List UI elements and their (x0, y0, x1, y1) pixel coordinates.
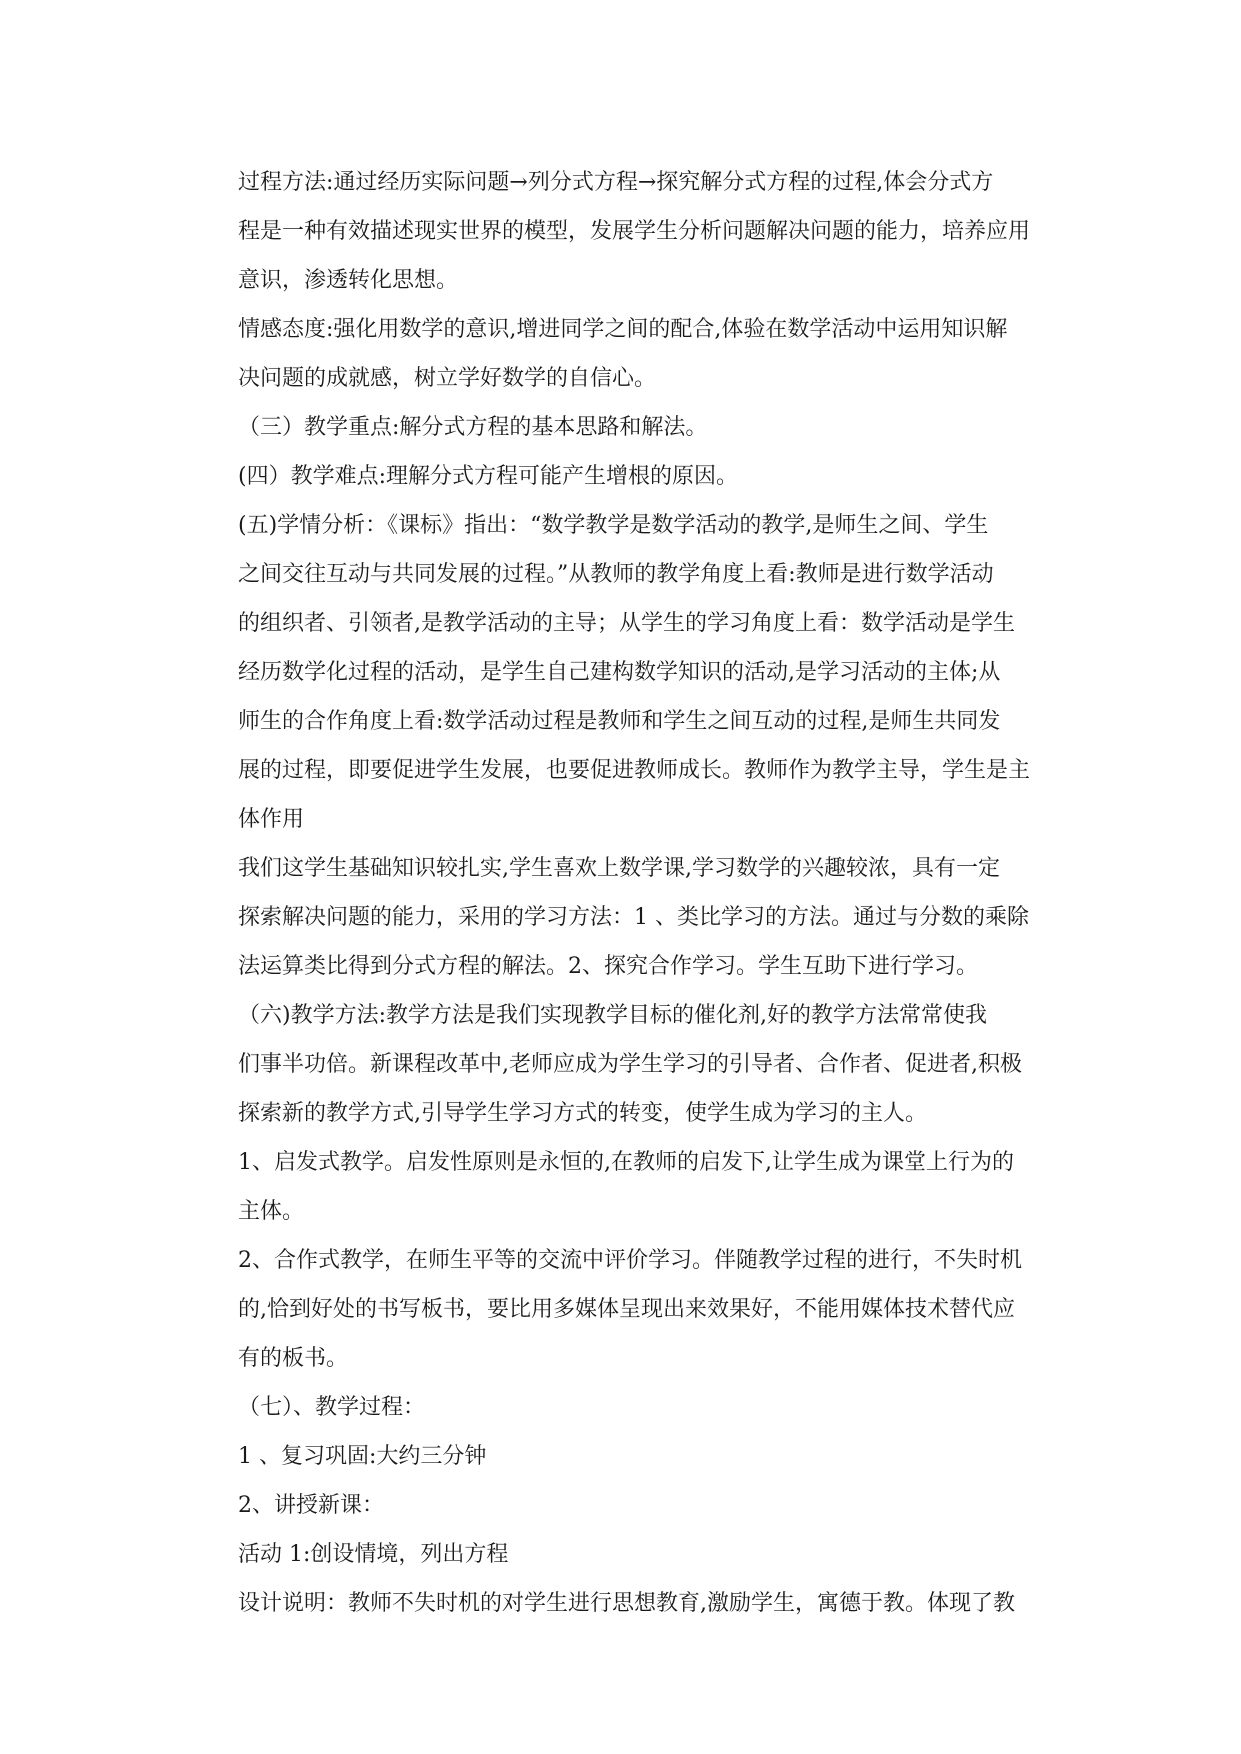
section-heading-line: （七）、教学过程： (238, 1395, 426, 1420)
paragraph-line: 情感态度:强化用数学的意识,增进同学之间的配合,体验在数学活动中运用知识解 (238, 317, 1008, 342)
paragraph-line: 师生的合作角度上看:数学活动过程是教师和学生之间互动的过程,是师生共同发 (238, 709, 1001, 734)
paragraph-line: 有的板书。 (238, 1346, 349, 1371)
paragraph-line: 法运算类比得到分式方程的解法。2、探究合作学习。学生互助下进行学习。 (238, 954, 978, 979)
paragraph-line: 的,恰到好处的书写板书，要比用多媒体呈现出来效果好，不能用媒体技术替代应 (238, 1297, 1015, 1322)
paragraph-line: 体作用 (238, 807, 305, 832)
paragraph-line: 过程方法:通过经历实际问题→列分式方程→探究解分式方程的过程,体会分式方 (238, 170, 994, 195)
list-item-line: 1、启发式教学。启发性原则是永恒的,在教师的启发下,让学生成为课堂上行为的 (238, 1150, 1014, 1175)
paragraph-line: 主体。 (238, 1199, 305, 1224)
paragraph-line: 们事半功倍。新课程改革中,老师应成为学生学习的引导者、合作者、促进者,积极 (238, 1052, 1022, 1077)
paragraph-line: 决问题的成就感，树立学好数学的自信心。 (238, 366, 657, 391)
paragraph-line: 活动 1:创设情境，列出方程 (238, 1542, 509, 1567)
section-heading-line: (四）教学难点:理解分式方程可能产生增根的原因。 (238, 464, 738, 489)
list-item-line: 2、讲授新课： (238, 1493, 384, 1518)
paragraph-line: 我们这学生基础知识较扎实,学生喜欢上数学课,学习数学的兴趣较浓，具有一定 (238, 856, 1000, 881)
paragraph-line: 意识，渗透转化思想。 (238, 268, 459, 293)
section-heading-line: (五)学情分析：《课标》指出：“数学教学是数学活动的教学,是师生之间、学生 (238, 513, 989, 538)
section-heading-line: （三）教学重点:解分式方程的基本思路和解法。 (238, 415, 708, 440)
paragraph-line: 展的过程，即要促进学生发展，也要促进教师成长。教师作为教学主导，学生是主 (238, 758, 1031, 783)
list-item-line: 2、合作式教学，在师生平等的交流中评价学习。伴随教学过程的进行，不失时机 (238, 1248, 1022, 1273)
paragraph-line: 探索新的教学方式,引导学生学习方式的转变，使学生成为学习的主人。 (238, 1101, 927, 1126)
paragraph-line: 探索解决问题的能力，采用的学习方法：1 、类比学习的方法。通过与分数的乘除 (238, 905, 1029, 930)
paragraph-line: 设计说明：教师不失时机的对学生进行思想教育,激励学生，寓德于教。体现了教 (238, 1591, 1015, 1616)
section-heading-line: （六)教学方法:教学方法是我们实现教学目标的催化剂,好的教学方法常常使我 (238, 1003, 987, 1028)
paragraph-line: 的组织者、引领者,是教学活动的主导；从学生的学习角度上看：数学活动是学生 (238, 611, 1015, 636)
document-body (238, 158, 1050, 1628)
list-item-line: 1 、复习巩固:大约三分钟 (238, 1444, 487, 1469)
paragraph-line: 程是一种有效描述现实世界的模型，发展学生分析问题解决问题的能力，培养应用 (238, 219, 1031, 244)
paragraph-line: 之间交往互动与共同发展的过程。”从教师的教学角度上看:教师是进行数学活动 (238, 562, 994, 587)
paragraph-line: 经历数学化过程的活动，是学生自己建构数学知识的活动,是学习活动的主体;从 (238, 660, 1001, 685)
